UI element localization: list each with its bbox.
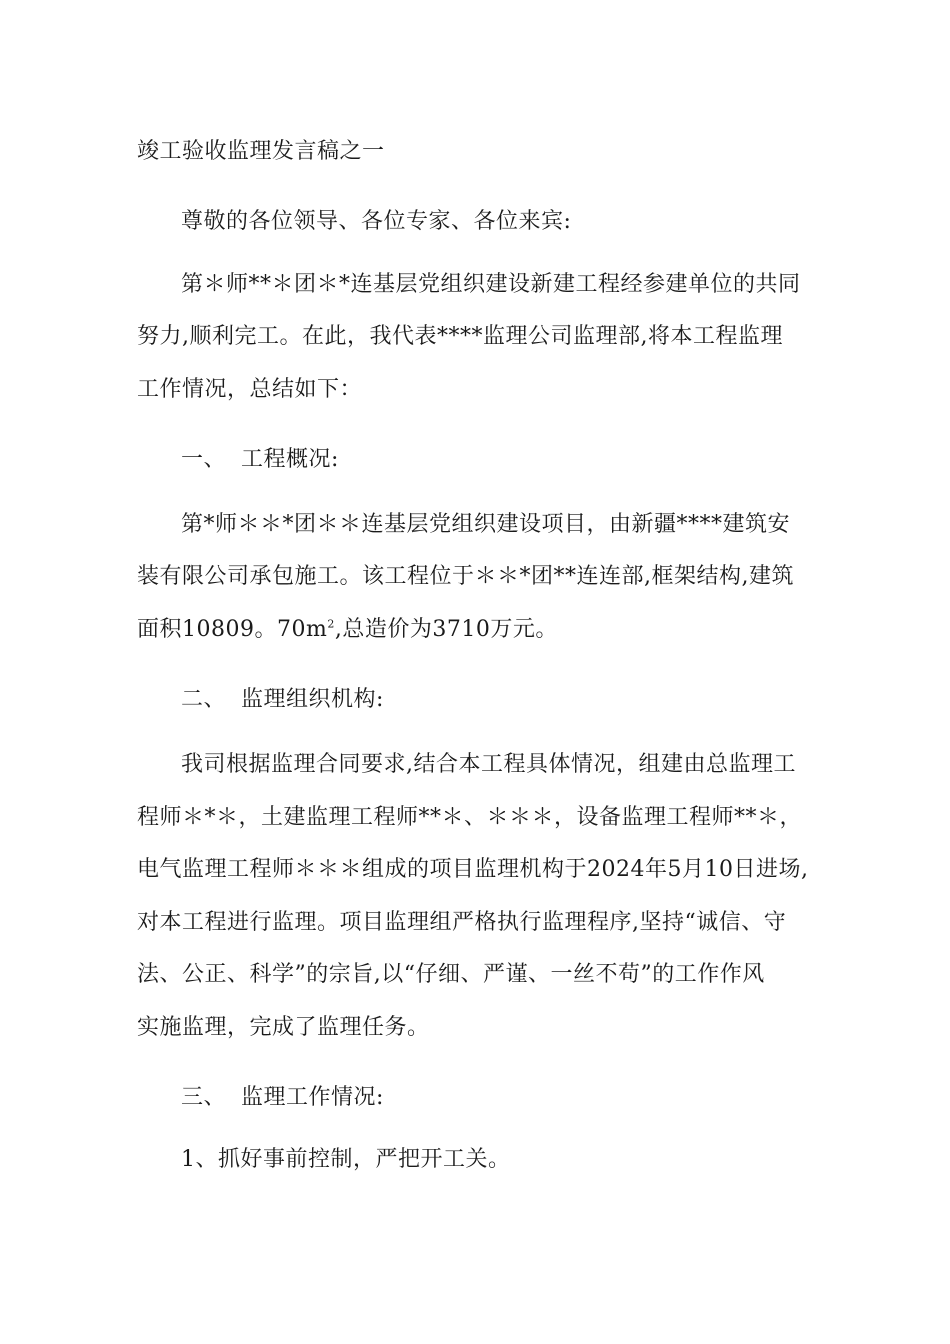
section2-line-5: 法、公正、科学”的宗旨,以“仔细、严谨、一丝不苟”的工作作风: [137, 962, 765, 987]
greeting: 尊敬的各位领导、各位专家、各位来宾:: [181, 209, 572, 234]
section-heading-2: 二、 监理组织机构:: [181, 687, 384, 712]
section2-line-4: 对本工程进行监理。项目监理组严格执行监理程序,坚持“诚信、守: [137, 910, 787, 935]
document-title: 竣工验收监理发言稿之一: [137, 139, 385, 164]
section1-cost-text: ,总造价为3710万元。: [334, 617, 558, 642]
intro-line-2: 努力,顺利完工。在此，我代表****监理公司监理部,将本工程监理: [137, 324, 783, 349]
section-heading-3: 三、 监理工作情况:: [181, 1085, 384, 1110]
section2-line-1: 我司根据监理合同要求,结合本工程具体情况，组建由总监理工: [181, 752, 796, 777]
section-heading-1: 一、 工程概况:: [181, 447, 339, 472]
section1-line-1: 第*师＊＊*团＊＊连基层党组织建设项目，由新疆****建筑安: [181, 512, 791, 537]
section2-line-2: 程师＊*＊，土建监理工程师**＊、＊＊＊，设备监理工程师**＊，: [137, 805, 803, 830]
intro-line-3: 工作情况，总结如下：: [137, 377, 363, 402]
section1-line-2: 装有限公司承包施工。该工程位于＊＊*团**连连部,框架结构,建筑: [137, 564, 794, 589]
section1-line-3: [137, 615, 558, 645]
intro-line-1: 第＊师**＊团＊*连基层党组织建设新建工程经参建单位的共同: [181, 272, 801, 297]
square-superscript: 2: [327, 617, 335, 631]
section2-line-3: 电气监理工程师＊＊＊组成的项目监理机构于2024年5月10日进场,: [137, 857, 809, 882]
section1-area-text: 面积10809。70m: [137, 617, 328, 642]
section2-line-6: 实施监理，完成了监理任务。: [137, 1015, 430, 1040]
item-1: 1、抓好事前控制，严把开工关。: [181, 1147, 511, 1172]
